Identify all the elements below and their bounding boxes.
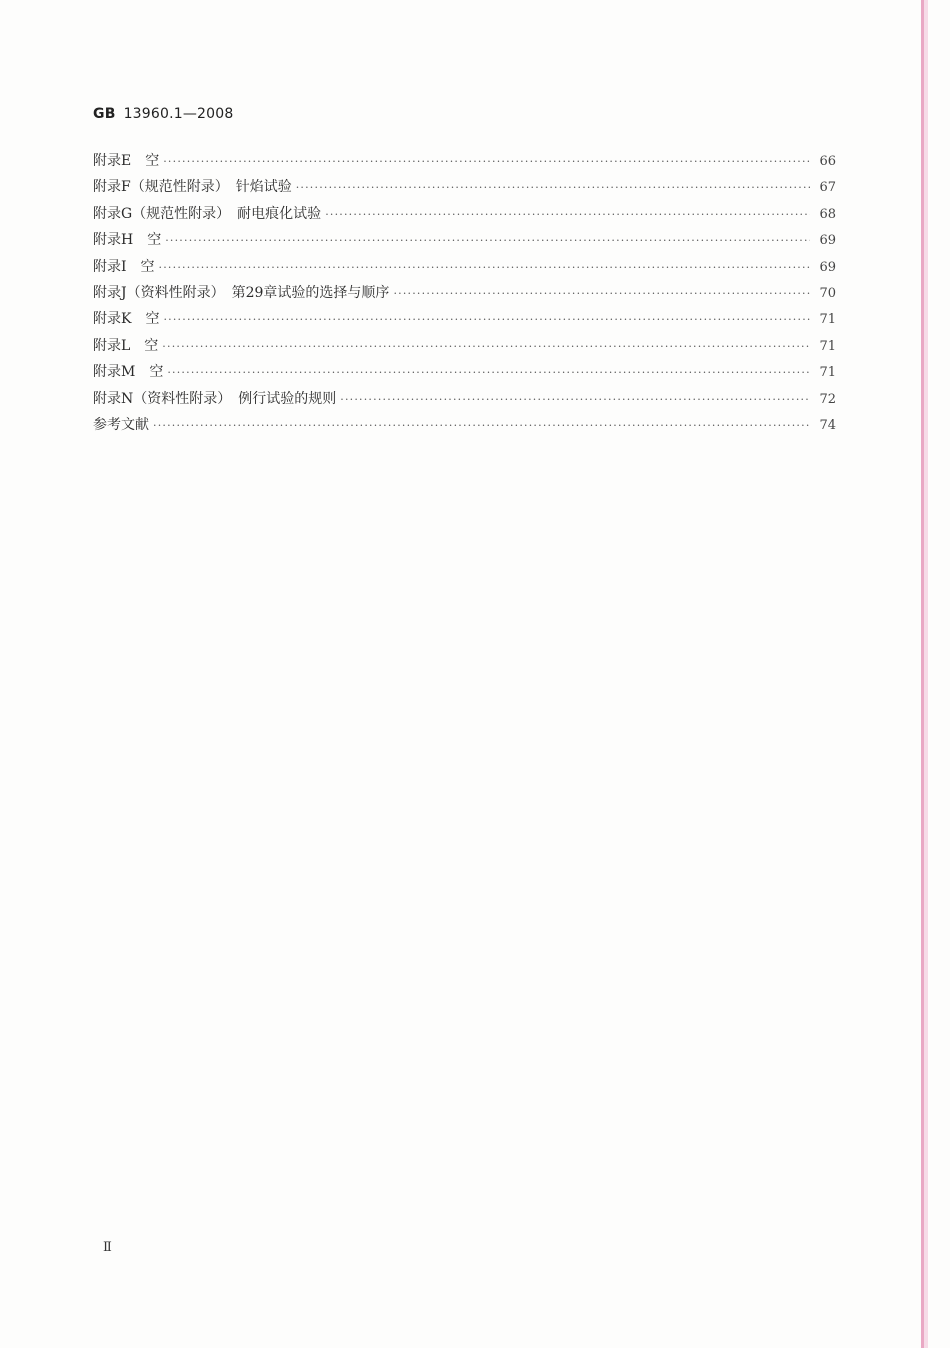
toc-leader-dots (325, 208, 810, 221)
toc-leader-dots (162, 340, 810, 353)
toc-entry[interactable] (93, 308, 836, 334)
toc-entry-label: 附录J（资料性附录） 第29章试验的选择与顺序 (93, 284, 390, 301)
toc-entry-label: 附录I 空 (93, 258, 155, 275)
toc-entry-page: 70 (819, 285, 836, 301)
toc-entry-label: 附录L 空 (93, 337, 159, 354)
toc-entry-label: 参考文献 (93, 416, 149, 433)
toc-leader-dots (159, 261, 810, 274)
toc-entry-label: 附录H 空 (93, 232, 162, 249)
toc-entry[interactable] (93, 282, 836, 308)
toc-entry-label: 附录N（资料性附录） 例行试验的规则 (93, 390, 337, 407)
toc-entry-label: 附录E 空 (93, 153, 160, 169)
table-of-contents (93, 150, 836, 440)
standard-prefix: GB (93, 106, 116, 122)
toc-leader-dots (165, 234, 810, 247)
toc-entry-label: 附录G（规范性附录） 耐电痕化试验 (93, 205, 322, 222)
toc-entry-page: 69 (819, 259, 836, 275)
page-number: Ⅱ (103, 1240, 112, 1255)
toc-entry-page: 71 (819, 365, 836, 381)
toc-entry-label: 附录K 空 (93, 311, 160, 328)
toc-entry-page: 71 (819, 338, 836, 354)
toc-entry[interactable] (93, 256, 836, 282)
toc-entry[interactable] (93, 176, 836, 202)
toc-leader-dots (340, 393, 810, 406)
toc-leader-dots (393, 287, 810, 300)
toc-entry-page: 74 (819, 417, 836, 433)
toc-entry[interactable] (93, 203, 836, 229)
toc-entry-label: 附录M 空 (93, 364, 164, 381)
toc-entry-label: 附录F（规范性附录） 针焰试验 (93, 179, 292, 196)
toc-leader-dots (163, 155, 810, 168)
standard-header (93, 106, 234, 122)
toc-leader-dots (153, 419, 810, 432)
toc-entry[interactable] (93, 150, 836, 176)
toc-entry[interactable] (93, 388, 836, 414)
toc-leader-dots (167, 366, 810, 379)
toc-entry[interactable] (93, 361, 836, 387)
toc-entry-page: 69 (819, 233, 836, 249)
page-edge-line (921, 0, 924, 1348)
toc-leader-dots (163, 313, 810, 326)
toc-entry[interactable] (93, 414, 836, 440)
toc-entry-page: 67 (819, 180, 836, 196)
page-edge-shadow (924, 0, 928, 1348)
toc-leader-dots (296, 181, 810, 194)
standard-number: 13960.1—2008 (123, 106, 234, 122)
toc-entry-page: 71 (819, 312, 836, 328)
toc-entry[interactable] (93, 229, 836, 255)
toc-entry-page: 66 (819, 154, 836, 169)
toc-entry-page: 68 (819, 206, 836, 222)
toc-entry[interactable] (93, 335, 836, 361)
toc-entry-page: 72 (819, 391, 836, 407)
